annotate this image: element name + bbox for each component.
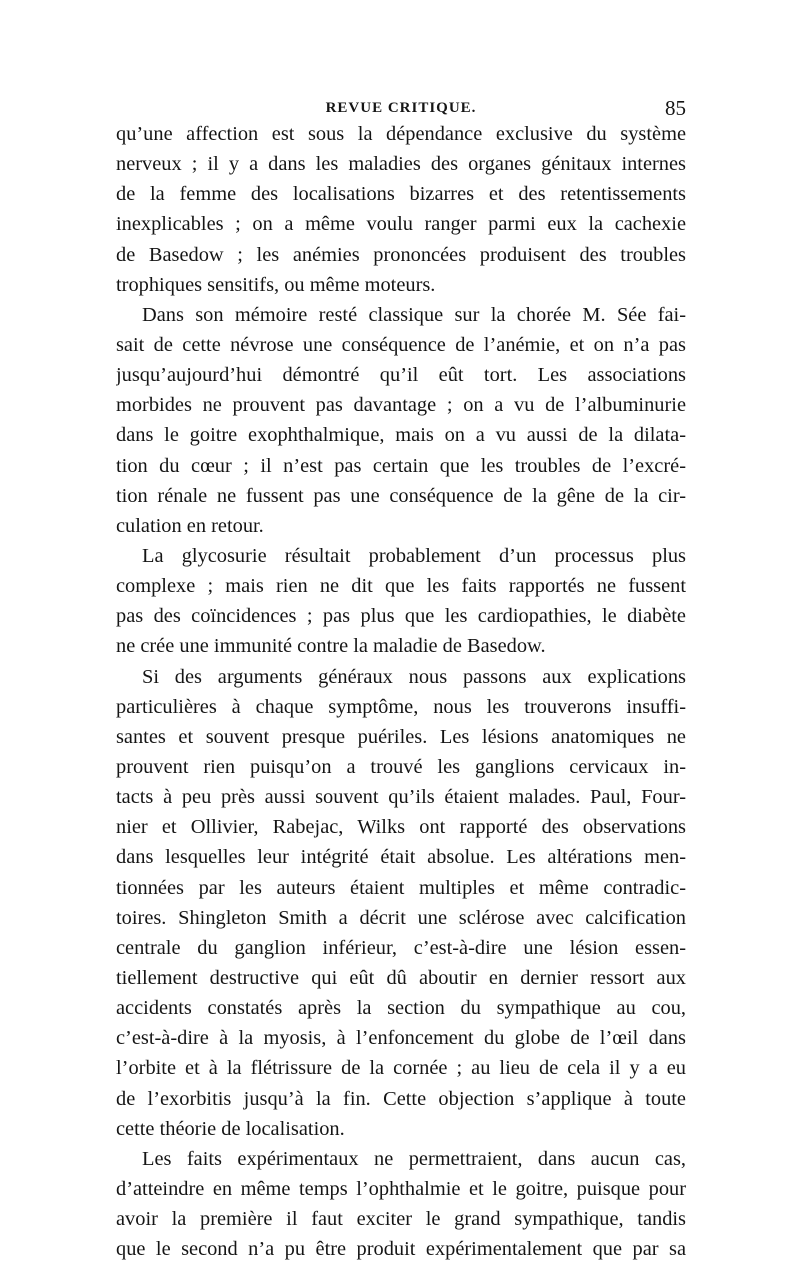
text-line: La glycosurie résultait probablement d’un processus plus [142, 544, 686, 567]
text-line: sait de cette névrose une conséquence de l’anémie, et on n’a pas [116, 333, 686, 356]
text-line: nier et Ollivier, Rabejac, Wilks ont rapporté des observations [116, 816, 686, 839]
text-line: avoir la première il faut exciter le grand sympathique, tandis [116, 1208, 686, 1231]
text-line: jusqu’aujourd’hui démontré qu’il eût tort. Les associations [116, 364, 686, 387]
text-line: dans le goitre exophthalmique, mais on a vu aussi de la dilata- [116, 424, 686, 447]
text-line: santes et souvent presque puériles. Les lésions anatomiques ne [116, 725, 686, 748]
text-line: centrale du ganglion inférieur, c’est-à-dire une lésion essen- [116, 936, 686, 959]
text-line: particulières à chaque symptôme, nous les trouverons insuffi- [116, 695, 686, 718]
page-number: 85 [665, 96, 686, 120]
text-line: inexplicables ; on a même voulu ranger parmi eux la cachexie [116, 213, 686, 236]
text-line: culation en retour. [116, 514, 264, 537]
text-line: ne crée une immunité contre la maladie de Basedow. [116, 635, 546, 658]
text-line: d’atteindre en même temps l’ophthalmie et le goitre, puisque pour [116, 1177, 686, 1200]
text-line: trophiques sensitifs, ou même moteurs. [116, 273, 436, 296]
text-line: accidents constatés après la section du sympathique au cou, [116, 997, 686, 1020]
text-line: prouvent rien puisqu’on a trouvé les ganglions cervicaux in- [116, 755, 686, 778]
text-line: c’est-à-dire à la myosis, à l’enfoncement du globe de l’œil dans [116, 1027, 686, 1050]
text-line: Dans son mémoire resté classique sur la chorée M. Sée fai- [142, 303, 686, 326]
text-line: de l’exorbitis jusqu’à la fin. Cette objection s’applique à toute [116, 1087, 686, 1110]
body-text [116, 119, 686, 1264]
text-line: toires. Shingleton Smith a décrit une sclérose avec calcification [116, 906, 686, 929]
text-line: de Basedow ; les anémies prononcées produisent des troubles [116, 243, 686, 266]
text-line: Si des arguments généraux nous passons aux explications [142, 665, 686, 688]
text-line: tacts à peu près aussi souvent qu’ils étaient malades. Paul, Four- [116, 786, 686, 809]
text-line: de la femme des localisations bizarres et des retentissements [116, 183, 686, 206]
text-line: qu’une affection est sous la dépendance exclusive du système [116, 123, 686, 145]
text-line: complexe ; mais rien ne dit que les faits rapportés ne fussent [116, 575, 686, 598]
text-line: pas des coïncidences ; pas plus que les cardiopathies, le diabète [116, 605, 686, 628]
text-line: nerveux ; il y a dans les maladies des organes génitaux internes [116, 153, 686, 176]
running-title: REVUE CRITIQUE. [325, 100, 477, 116]
text-line: dans lesquelles leur intégrité était absolue. Les altérations men- [116, 846, 686, 869]
text-line: l’orbite et à la flétrissure de la cornée ; au lieu de cela il y a eu [116, 1057, 686, 1080]
text-line: tion rénale ne fussent pas une conséquence de la gêne de la cir- [116, 484, 686, 507]
text-line: morbides ne prouvent pas davantage ; on a vu de l’albuminurie [116, 394, 686, 417]
text-line: cette théorie de localisation. [116, 1117, 345, 1140]
text-line: que le second n’a pu être produit expérimentalement que par sa [116, 1238, 686, 1261]
text-line: tiellement destructive qui eût dû aboutir en dernier ressort aux [116, 966, 686, 989]
text-line: Les faits expérimentaux ne permettraient, dans aucun cas, [142, 1147, 686, 1170]
text-line: tionnées par les auteurs étaient multiples et même contradic- [116, 876, 686, 899]
text-line: tion du cœur ; il n’est pas certain que les troubles de l’excré- [116, 454, 686, 477]
